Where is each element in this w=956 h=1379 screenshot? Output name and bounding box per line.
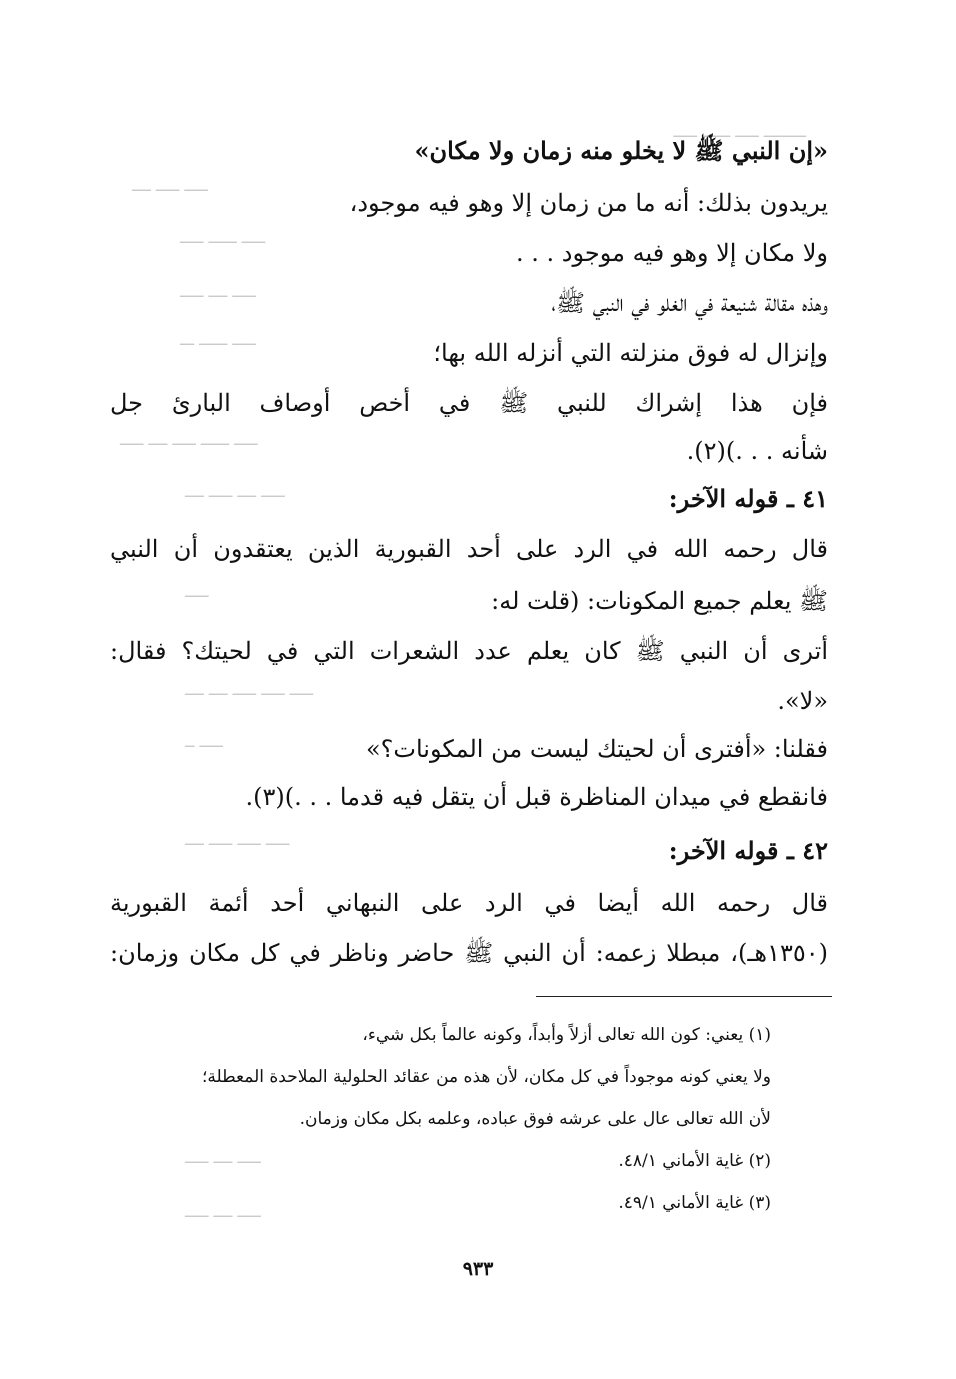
body-line: وإنزال له فوق منزلته التي أنزله الله بها؛ [433, 339, 828, 367]
body-line: وهذه مقالة شنيعة في الغلو في النبي ﷺ، [551, 289, 828, 317]
body-line: (١٣٥٠هـ)، مبطلا زعمه: أن النبي ﷺ حاضر وناظر في كل مكان وزمان: [110, 939, 828, 967]
body-line: أترى أن النبي ﷺ كان يعلم عدد الشعرات التي في لحيتك؟ فقال: [110, 637, 828, 665]
bleed-through-mark: ـــــــــ ـــــ ــــــ ـــــ [673, 122, 806, 141]
body-line: فقلنا: «أفترى أن لحيتك ليست من المكونات؟» [365, 735, 828, 763]
body-line: «لا». [777, 687, 828, 715]
bleed-through-mark: ـــــ ــــ ـــــ [185, 1148, 261, 1167]
bleed-through-mark: ـــــ ـــــ ــــ [132, 176, 208, 195]
body-line: يريدون بذلك: أنه ما من زمان إلا وهو فيه موجود، [349, 189, 828, 217]
section-heading: ٤٢ ـ قوله الآخر: [668, 836, 828, 865]
bleed-through-mark: ـــــ ــــ ـــــ ــــ [185, 482, 285, 501]
bleed-through-mark: ـــــ ـــــ ـــــ ــــ [185, 830, 290, 849]
footnote-line: (١) يعني: كون الله تعالى أزلاً وأبداً، وكونه عالماً بكل شيء، [362, 1025, 771, 1045]
bleed-through-mark: ـــــ ــ [185, 732, 223, 751]
bleed-through-mark: ـــــ ــــ ـــــ [185, 1202, 261, 1221]
body-line: ولا مكان إلا وهو فيه موجود . . . [516, 239, 828, 267]
footnote-line: لأن الله تعالى عال على عرشه فوق عباده، وعلمه بكل مكان وزمان. [299, 1109, 771, 1129]
footnote-separator [536, 996, 832, 997]
body-line: شأنه . . .)(٢). [686, 437, 828, 465]
bleed-through-mark: ـــــ ــــــ ـــ [180, 330, 256, 349]
bleed-through-mark: ـــــ ــــــ ـــــ ــــ ـــــ [120, 430, 258, 449]
footnote-line: ولا يعني كونه موجوداً في كل مكان، لأن هذه من عقائد الحلولية الملاحدة المعطلة؛ [201, 1067, 771, 1087]
footnote-line: (٢) غاية الأماني ٤٨/١. [618, 1151, 771, 1171]
section-heading: ٤١ ـ قوله الآخر: [668, 484, 828, 513]
body-line: ﷺ يعلم جميع المكونات: (قلت له: [491, 587, 828, 615]
body-line: قال رحمه الله أيضا في الرد على النبهاني أحد أئمة القبورية [110, 889, 828, 917]
body-line: «إن النبي ﷺ لا يخلو منه زمان ولا مكان» [414, 136, 828, 165]
bleed-through-mark: ـــــ [185, 582, 209, 601]
footnote-line: (٣) غاية الأماني ٤٩/١. [618, 1193, 771, 1213]
bleed-through-mark: ـــــ ــــ ـــــ [180, 282, 256, 301]
bleed-through-mark: ـــــ ــــــ ـــــ [180, 228, 266, 247]
page-number: ٩٣٣ [462, 1258, 494, 1280]
body-line: فانقطع في ميدان المناظرة قبل أن يتقل فيه قدما . . .)(٣). [245, 783, 828, 811]
body-line: قال رحمه الله في الرد على أحد القبورية الذين يعتقدون أن النبي [110, 535, 828, 563]
bleed-through-mark: ـــــ ـــــ ـــــ ــــ ــــ [185, 680, 314, 699]
body-line: فإن هذا إشراك للنبي ﷺ في أخص أوصاف البارئ جل [110, 389, 828, 417]
